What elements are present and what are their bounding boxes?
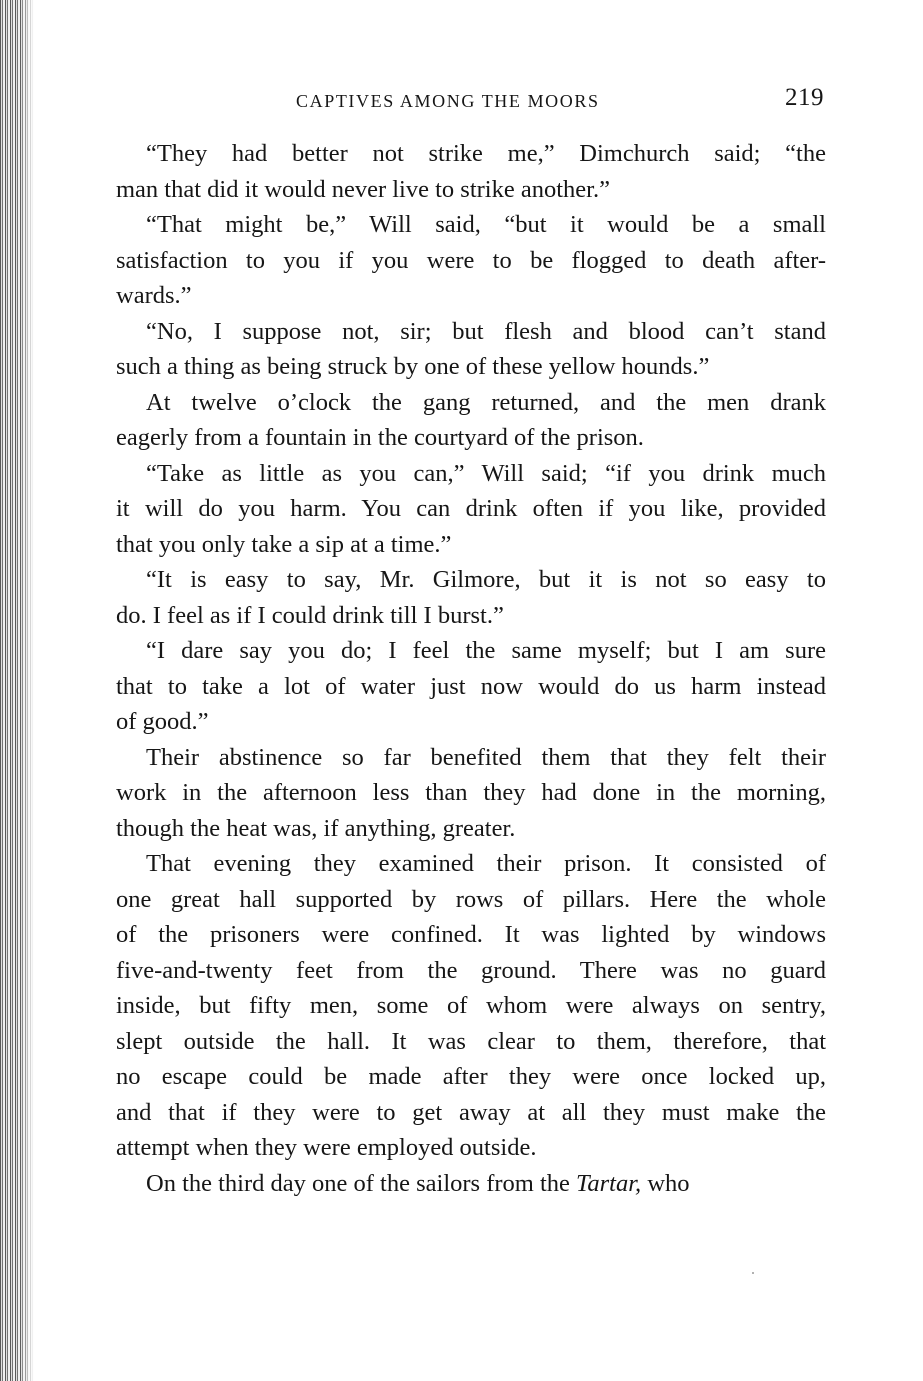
paper-speck [752, 1272, 754, 1274]
text-line: and that if they were to get away at all they must make the [116, 1098, 826, 1126]
text-line: “I dare say you do; I feel the same myself; but I am sure [146, 637, 826, 664]
text-line: five-and-twenty feet from the ground. There was no guard [116, 956, 826, 984]
text-line: attempt when they were employed outside. [116, 1134, 537, 1161]
text-line: “It is easy to say, Mr. Gilmore, but it is not so easy to [146, 566, 826, 593]
text-line: man that did it would never live to strike another.” [116, 175, 610, 203]
text-line: At twelve o’clock the gang returned, and the men drank [146, 388, 826, 416]
text-line: “Take as little as you can,” Will said; “if you drink much [146, 459, 826, 487]
text-line: That evening they examined their prison. It consisted of [146, 850, 826, 877]
text-line: do. I feel as if I could drink till I burst.” [116, 601, 504, 629]
page-header [116, 84, 826, 120]
running-title: CAPTIVES AMONG THE MOORS [296, 91, 600, 111]
text-line: “No, I suppose not, sir; but flesh and blood can’t stand [146, 317, 826, 345]
text-line: that you only take a sip at a time.” [116, 530, 452, 558]
final-line [116, 1166, 826, 1202]
page-number: 219 [785, 84, 824, 111]
text-line: inside, but fifty men, some of whom were always on sentry, [116, 992, 826, 1019]
text-line: no escape could be made after they were once locked up, [116, 1063, 826, 1090]
ship-name: Tartar, [576, 1169, 642, 1197]
gutter-fade [20, 0, 34, 1381]
text-line: slept outside the hall. It was clear to them, therefore, that [116, 1027, 826, 1055]
text-line: wards.” [116, 282, 192, 309]
text-line: eagerly from a fountain in the courtyard of the prison. [116, 424, 644, 451]
text-line: of good.” [116, 708, 209, 735]
body-text [116, 136, 826, 1201]
text-line: of the prisoners were confined. It was lighted by windows [116, 921, 826, 948]
text-line: that to take a lot of water just now would do us harm instead [116, 672, 826, 700]
final-line-before: On the third day one of the sailors from the [146, 1169, 577, 1197]
text-line: one great hall supported by rows of pillars. Here the whole [116, 885, 826, 913]
text-line: “They had better not strike me,” Dimchurch said; “the [146, 140, 826, 167]
final-line-after: who [641, 1169, 690, 1197]
text-line: “That might be,” Will said, “but it would be a small [146, 211, 826, 238]
text-line: such a thing as being struck by one of these yellow hounds.” [116, 353, 710, 380]
text-line: it will do you harm. You can drink often if you like, provided [116, 495, 826, 522]
text-line: though the heat was, if anything, greater. [116, 814, 516, 842]
text-line: work in the afternoon less than they had done in the morning, [116, 779, 826, 806]
text-line: satisfaction to you if you were to be flogged to death after- [116, 246, 826, 274]
text-line: Their abstinence so far benefited them that they felt their [146, 743, 826, 771]
